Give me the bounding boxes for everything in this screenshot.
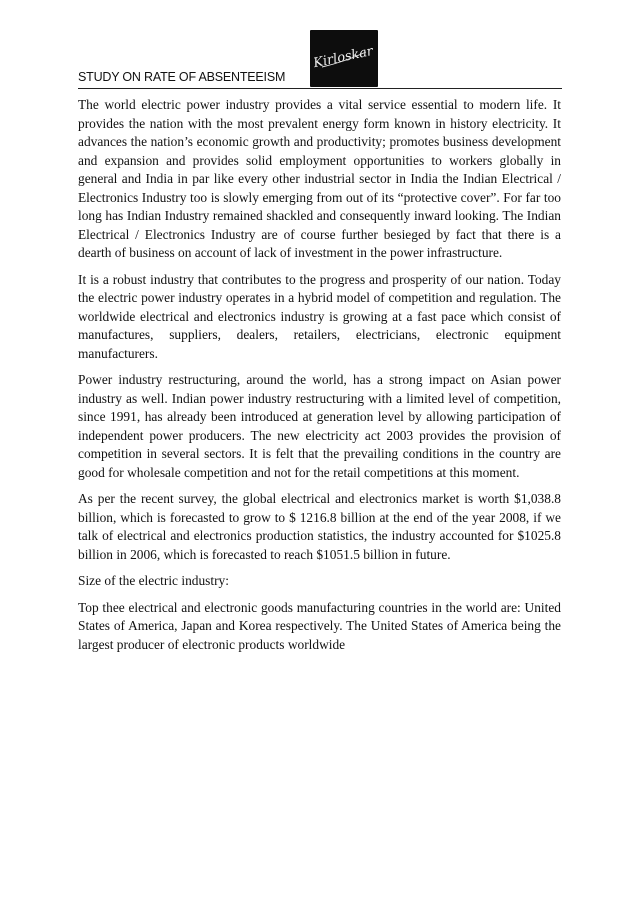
logo-script-icon bbox=[310, 30, 378, 87]
paragraph-intro: The world electric power industry provides a vital service essential to modern life. It provides the nation with the most prevalent energy form known in history electricity. It advances the nation’s economic growth and productivity; promotes business development and expansion and provides solid employment opportunities to workers globally in general and India in par like every other industrial sector in India the Indian Electrical / Electronics Industry too is slowly emerging from out of its “protective cover”. For far too long has Indian Industry remained shackled and consequently inward looking. The Indian Electrical / Electronics Industry are of course further besieged by fact that there is a dearth of business on account of lack of investment in the power infrastructure. bbox=[78, 97, 561, 260]
header-divider bbox=[78, 88, 562, 89]
section-heading-size: Size of the electric industry: bbox=[78, 573, 229, 588]
body-text bbox=[78, 96, 561, 654]
paragraph-robust-industry: It is a robust industry that contributes to the progress and prosperity of our nation. Today the electric power industry operates in a hybrid model of competition and regulation. The worldwide electrical and electronics industry is growing at a fast pace which consist of manufactures, suppliers, dealers, retailers, electricians, electronic equipment manufacturers. bbox=[78, 271, 561, 361]
kirloskar-logo bbox=[310, 30, 378, 87]
header-title: STUDY ON RATE OF ABSENTEEISM bbox=[78, 70, 286, 84]
paragraph-top-countries: Top thee electrical and electronic goods manufacturing countries in the world are: United States of America, Japan and Korea respectively. The United States of America being the largest producer of electronic products worldwide bbox=[78, 599, 561, 652]
paragraph-restructuring: Power industry restructuring, around the world, has a strong impact on Asian power industry as well. Indian power industry restructuring with a limited level of competition, since 1991, has already been introduced at generation level by allowing participation of independent power producers. The new electricity act 2003 provides the provision of competition in several sectors. It is felt that the prevailing conditions in the country are good for wholesale competition and not for the retail competitions at this moment. bbox=[78, 372, 561, 480]
paragraph-market-survey: As per the recent survey, the global electrical and electronics market is worth $1,038.8 billion, which is forecasted to grow to $ 1216.8 billion at the end of the year 2008, if we talk of electrical and electronics production statistics, the industry accounted for $1025.8 billion in 2006, which is forecasted to reach $1051.5 billion in future. bbox=[78, 491, 561, 562]
page-header bbox=[78, 30, 562, 88]
logo-text: Kirloskar bbox=[312, 43, 375, 72]
